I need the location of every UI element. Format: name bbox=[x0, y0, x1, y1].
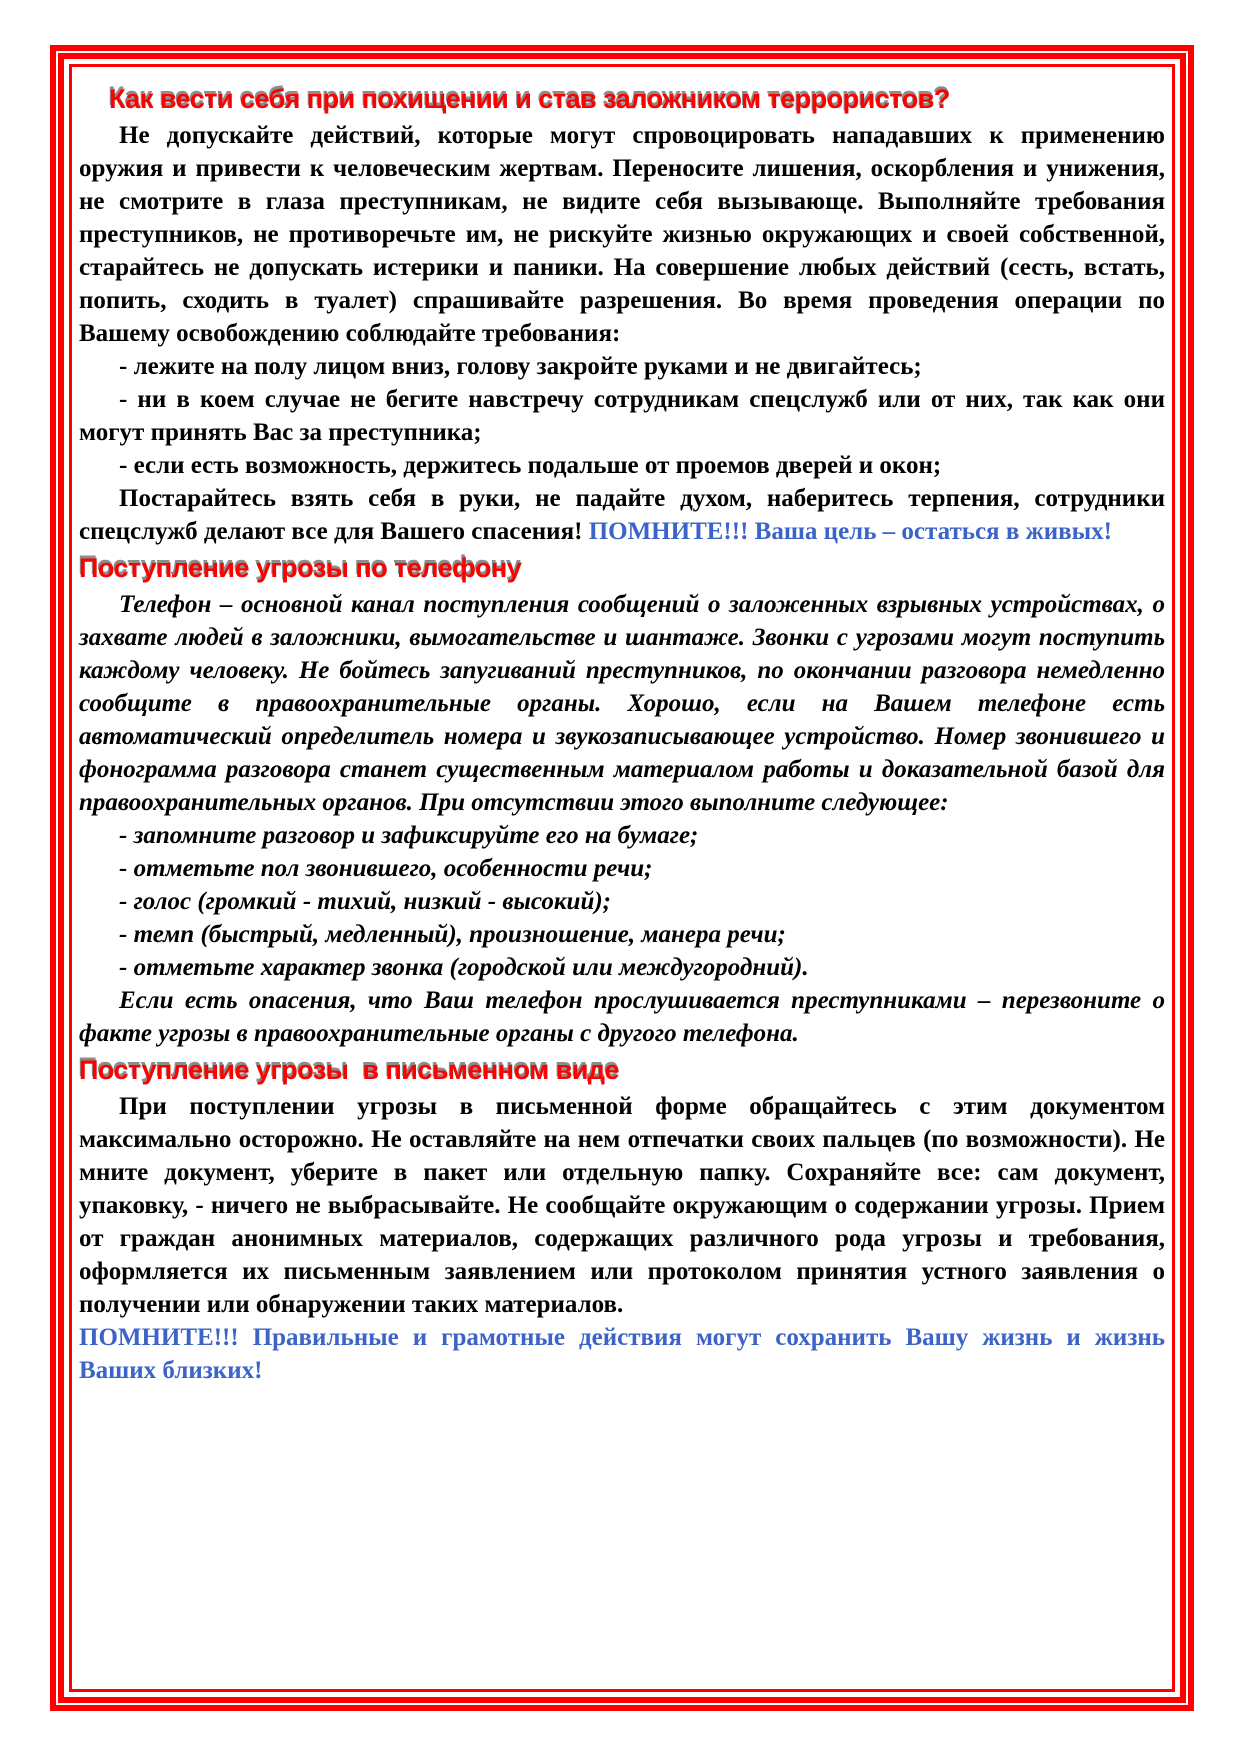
section-heading: Как вести себя при похищении и став заложником террористов? bbox=[109, 84, 950, 114]
list-item: - отметьте пол звонившего, особенности речи; bbox=[119, 855, 653, 882]
text-run: Телефон – основной канал поступления сообщений о заложенных взрывных устройствах, о захвате людей в заложники, вымогательстве и шантаже. Звонки с угрозами могут поступить каждому человеку. Не бойтесь запугиваний преступников, по окончании разговора немедленно сообщите в правоохранительные органы. Хорошо, если на Вашем телефоне есть автоматический определитель номера и звукозаписывающее устройство. Номер звонившего и фонограмма разговора станет существенным материалом работы и доказательной базой для правоохранительных органов. При отсутствии этого выполните следующее: bbox=[79, 591, 1165, 816]
paragraph bbox=[79, 1090, 1165, 1321]
page-border-frame bbox=[50, 45, 1194, 1711]
list-item: - отметьте характер звонка (городской или междугородний). bbox=[119, 954, 809, 981]
list-item: - лежите на полу лицом вниз, голову закройте руками и не двигайтесь; bbox=[119, 353, 922, 380]
border-inner-line bbox=[69, 64, 1175, 1692]
document-content bbox=[72, 67, 1172, 1689]
list-item: - голос (громкий - тихий, низкий - высокий); bbox=[119, 888, 612, 915]
accent-text-run: ПОМНИТЕ!!! Ваша цель – остаться в живых! bbox=[588, 518, 1112, 545]
text-run: Если есть опасения, что Ваш телефон прослушивается преступниками – перезвоните о факте угрозы в правоохранительные органы с другого телефона. bbox=[79, 987, 1165, 1047]
text-run: Постарайтесь взять себя в руки, не падайте духом, наберитесь терпения, сотрудники спецслужб делают все для Вашего спасения! bbox=[79, 485, 1165, 545]
paragraph bbox=[79, 119, 1165, 350]
paragraph bbox=[79, 588, 1165, 819]
paragraph bbox=[79, 482, 1165, 548]
list-item: - если есть возможность, держитесь подальше от проемов дверей и окон; bbox=[119, 452, 942, 479]
text-run: При поступлении угрозы в письменной форме обращайтесь с этим документом максимально осторожно. Не оставляйте на нем отпечатки своих пальцев (по возможности). Не мните документ, уберите в пакет или отдельную папку. Сохраняйте все: сам документ, упаковку, - ничего не выбрасывайте. Не сообщайте окружающим о содержании угрозы. Прием от граждан анонимных материалов, содержащих различного рода угрозы и требования, оформляется их письменным заявлением или протоколом принятия устного заявления о получении или обнаружении таких материалов. bbox=[79, 1093, 1165, 1318]
section-heading: Поступление угрозы в письменном виде bbox=[79, 1055, 620, 1085]
border-outer-line bbox=[50, 45, 1194, 1711]
border-middle-line bbox=[58, 53, 1186, 1703]
section-heading: Поступление угрозы по телефону bbox=[79, 553, 522, 583]
paragraph bbox=[79, 984, 1165, 1050]
list-item: - темп (быстрый, медленный), произношение, манера речи; bbox=[119, 921, 786, 948]
accent-text-run: ПОМНИТЕ!!! Правильные и грамотные действия могут сохранить Вашу жизнь и жизнь Ваших близких! bbox=[79, 1324, 1165, 1384]
list-item: - запомните разговор и зафиксируйте его на бумаге; bbox=[119, 822, 699, 849]
paragraph bbox=[79, 1321, 1165, 1387]
list-item: - ни в коем случае не бегите навстречу сотрудникам спецслужб или от них, так как они могут принять Вас за преступника; bbox=[79, 386, 1165, 446]
text-run: Не допускайте действий, которые могут спровоцировать нападавших к применению оружия и привести к человеческим жертвам. Переносите лишения, оскорбления и унижения, не смотрите в глаза преступникам, не видите себя вызывающе. Выполняйте требования преступников, не противоречьте им, не рискуйте жизнью окружающих и своей собственной, старайтесь не допускать истерики и паники. На совершение любых действий (сесть, встать, попить, сходить в туалет) спрашивайте разрешения. Во время проведения операции по Вашему освобождению соблюдайте требования: bbox=[79, 122, 1165, 347]
